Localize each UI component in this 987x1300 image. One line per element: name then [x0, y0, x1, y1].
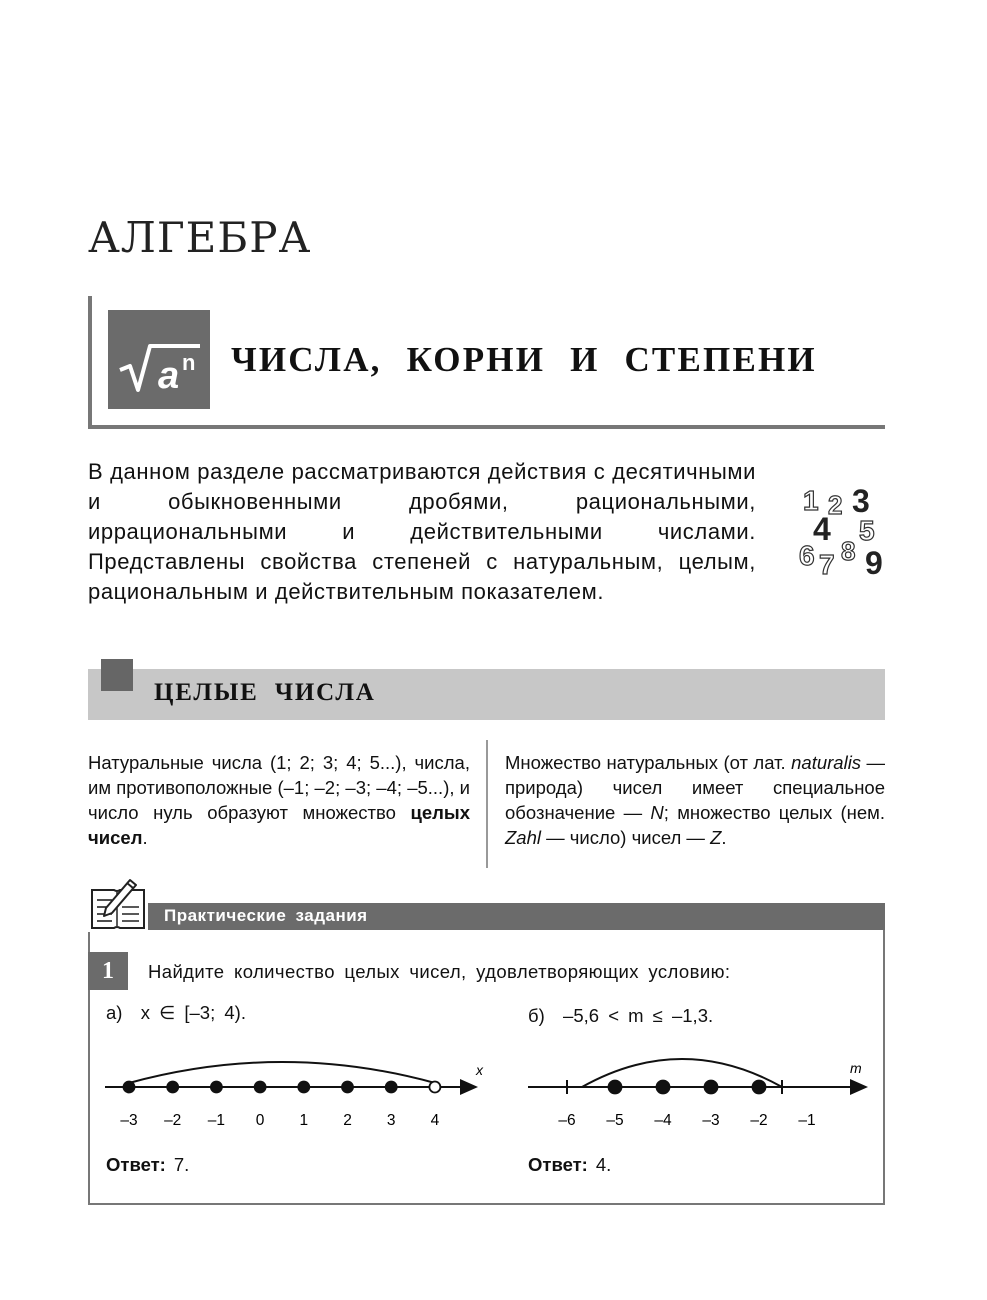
axis-var-a: x: [476, 1062, 483, 1078]
point-a: [167, 1082, 178, 1093]
point-a: [211, 1082, 222, 1093]
tick-label-b: –6: [558, 1112, 576, 1129]
digit-1: 1: [803, 485, 819, 516]
open-point-a: [429, 1082, 440, 1093]
icon-base: a: [158, 355, 180, 397]
answer-b: Ответ: 4.: [528, 1154, 612, 1175]
tick-label-b: –3: [702, 1112, 720, 1129]
section-title: ЦЕЛЫЕ ЧИСЛА: [154, 679, 376, 706]
axis-arrow-b: [850, 1079, 868, 1095]
term-integers: целых чисел: [88, 802, 470, 848]
tick-label-b: –2: [750, 1112, 768, 1129]
interval-arc-a: [129, 1062, 435, 1083]
chapter-title: ЧИСЛА, КОРНИ И СТЕПЕНИ: [231, 340, 817, 379]
point-b: [753, 1081, 766, 1094]
tick-label-a: 4: [430, 1112, 440, 1129]
part-title: АЛГЕБРА: [88, 213, 312, 262]
digit-4: 4: [813, 511, 831, 547]
tick-label-b: –1: [798, 1112, 816, 1129]
answer-a: Ответ: 7.: [106, 1154, 190, 1175]
definition-left: Натуральные числа (1; 2; 3; 4; 5...), числа, им противоположные (–1; –2; –3; –4; –5...), и число нуль образуют множество целых чисел.: [88, 752, 470, 848]
tasks-header-title: Практические задания: [164, 906, 368, 925]
digit-5: 5: [859, 515, 875, 546]
axis-var-b: m: [850, 1060, 862, 1076]
point-b: [705, 1081, 718, 1094]
digit-9: 9: [865, 545, 883, 580]
tick-label-a: –2: [164, 1112, 182, 1129]
digit-7: 7: [819, 549, 835, 580]
task-b-condition: б) –5,6 < m ≤ –1,3.: [528, 1005, 714, 1026]
definition-right: Множество натуральных (от лат. naturalis — природа) чисел имеет специальное обозначение — N; множество целых (нем. Zahl — число) чисел — Z.: [505, 752, 886, 848]
intro-paragraph: В данном разделе рассматриваются действия с десятичными и обыкновенными дробями, рациональными, иррациональными и действительными числами. Представлены свойства степеней с натуральным, целым, рациональным и действительным показателем.: [88, 459, 756, 604]
digit-3: 3: [852, 483, 870, 519]
point-a: [255, 1082, 266, 1093]
tick-label-a: –1: [207, 1112, 226, 1129]
number-line-b: [520, 1055, 880, 1135]
point-b: [657, 1081, 670, 1094]
axis-arrow-a: [460, 1079, 478, 1095]
column-divider: [486, 740, 488, 868]
icon-exponent: n: [182, 350, 196, 375]
tasks-frame: [88, 903, 885, 1205]
tick-label-a: 3: [386, 1112, 396, 1129]
point-a: [386, 1082, 397, 1093]
root-power-icon: [108, 310, 210, 409]
tick-label-a: 1: [299, 1112, 309, 1129]
task-a-condition: а) x ∈ [–3; 4).: [106, 1002, 246, 1023]
point-a: [124, 1082, 135, 1093]
number-line-a: [100, 1055, 490, 1135]
task-number-badge: 1: [88, 952, 128, 990]
point-a: [298, 1082, 309, 1093]
tick-label-a: 0: [255, 1112, 265, 1129]
point-a: [342, 1082, 353, 1093]
digits-icon: [795, 480, 895, 580]
digit-2: 2: [828, 490, 843, 520]
tick-label-b: –5: [606, 1112, 624, 1129]
section-square-icon: [101, 659, 133, 691]
point-b: [609, 1081, 622, 1094]
digit-6: 6: [799, 540, 815, 571]
tick-label-b: –4: [654, 1112, 672, 1129]
pencil-notebook-icon: [86, 876, 148, 932]
tick-label-a: 2: [343, 1112, 352, 1129]
tick-label-a: –3: [120, 1112, 138, 1129]
digit-8: 8: [841, 536, 856, 566]
task-question: Найдите количество целых чисел, удовлетворяющих условию:: [148, 961, 731, 982]
